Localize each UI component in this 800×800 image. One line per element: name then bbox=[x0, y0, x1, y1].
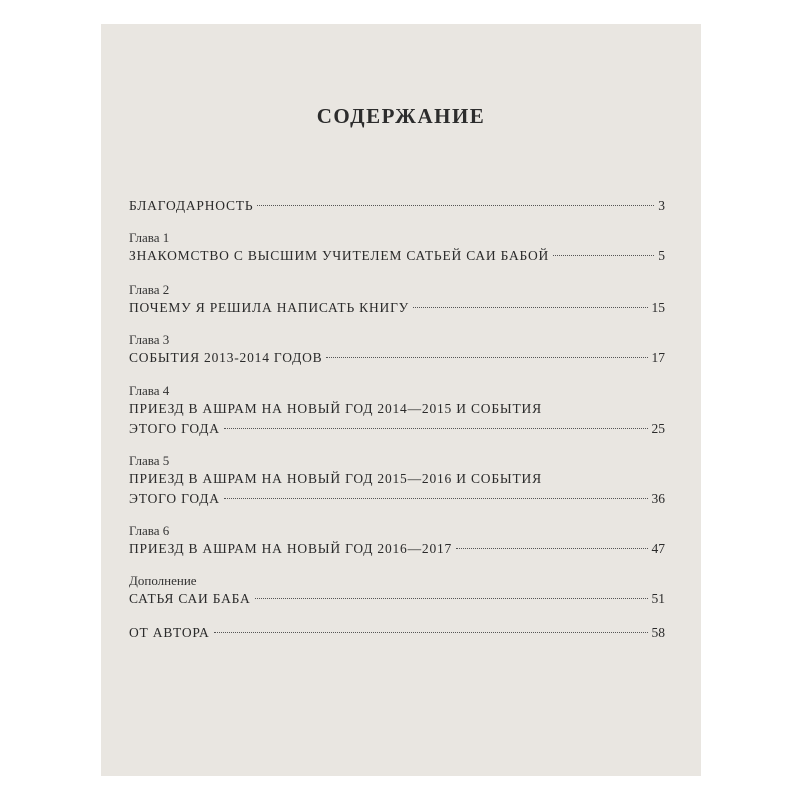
dot-leader bbox=[224, 498, 648, 499]
chapter-label: Глава 6 bbox=[129, 523, 170, 538]
toc-page-number: 3 bbox=[658, 198, 665, 213]
toc-row bbox=[129, 298, 665, 318]
dot-leader bbox=[224, 428, 648, 429]
toc-entry-title: ЗНАКОМСТВО С ВЫСШИМ УЧИТЕЛЕМ САТЬЕЙ САИ БАБОЙ bbox=[129, 248, 550, 263]
toc-entry-title: ЭТОГО ГОДА bbox=[129, 491, 220, 506]
toc-row bbox=[129, 539, 665, 559]
toc-page-number: 5 bbox=[658, 248, 665, 263]
toc-entry-title: СОБЫТИЯ 2013-2014 ГОДОВ bbox=[129, 350, 323, 365]
page-title: СОДЕРЖАНИЕ bbox=[316, 104, 486, 128]
toc-row bbox=[129, 489, 665, 509]
toc-page-number: 17 bbox=[651, 350, 665, 365]
table-of-contents bbox=[129, 196, 665, 659]
toc-entry-chapter-4 bbox=[129, 383, 665, 439]
toc-row bbox=[129, 246, 665, 266]
toc-page-number: 36 bbox=[651, 491, 665, 506]
toc-entry-chapter-6 bbox=[129, 523, 665, 559]
toc-page-number: 51 bbox=[651, 591, 665, 606]
toc-entry-appendix bbox=[129, 573, 665, 609]
dot-leader bbox=[413, 307, 647, 308]
toc-entry-title-line: ПРИЕЗД В АШРАМ НА НОВЫЙ ГОД 2015—2016 И СОБЫТИЯ bbox=[129, 471, 542, 486]
chapter-label: Глава 5 bbox=[129, 453, 170, 468]
dot-leader bbox=[553, 255, 654, 256]
chapter-label: Глава 2 bbox=[129, 282, 170, 297]
toc-row bbox=[129, 623, 665, 643]
toc-page-number: 15 bbox=[651, 300, 665, 315]
toc-entry-title: БЛАГОДАРНОСТЬ bbox=[129, 198, 254, 213]
toc-row bbox=[129, 419, 665, 439]
toc-entry-chapter-1 bbox=[129, 230, 665, 266]
toc-page-number: 58 bbox=[651, 625, 665, 640]
toc-entry-title: ЭТОГО ГОДА bbox=[129, 421, 220, 436]
toc-page-number: 25 bbox=[651, 421, 665, 436]
book-page bbox=[101, 24, 701, 776]
dot-leader bbox=[326, 357, 647, 358]
chapter-label: Глава 4 bbox=[129, 383, 170, 398]
toc-entry-chapter-5 bbox=[129, 453, 665, 509]
toc-row bbox=[129, 196, 665, 216]
toc-row bbox=[129, 589, 665, 609]
toc-row bbox=[129, 348, 665, 368]
dot-leader bbox=[257, 205, 654, 206]
dot-leader bbox=[255, 598, 648, 599]
toc-entry-title: ПРИЕЗД В АШРАМ НА НОВЫЙ ГОД 2016—2017 bbox=[129, 541, 453, 556]
toc-entry-title: САТЬЯ САИ БАБА bbox=[129, 591, 251, 606]
toc-entry-title: ПОЧЕМУ Я РЕШИЛА НАПИСАТЬ КНИГУ bbox=[129, 300, 410, 315]
toc-page-number: 47 bbox=[651, 541, 665, 556]
dot-leader bbox=[214, 632, 648, 633]
toc-entry-title: ОТ АВТОРА bbox=[129, 625, 210, 640]
toc-entry-acknowledgements bbox=[129, 196, 665, 216]
chapter-label: Глава 1 bbox=[129, 230, 170, 245]
toc-entry-title-line: ПРИЕЗД В АШРАМ НА НОВЫЙ ГОД 2014—2015 И СОБЫТИЯ bbox=[129, 401, 542, 416]
chapter-label: Дополнение bbox=[129, 573, 197, 588]
chapter-label: Глава 3 bbox=[129, 332, 170, 347]
dot-leader bbox=[456, 548, 647, 549]
toc-entry-from-author bbox=[129, 623, 665, 643]
toc-entry-chapter-3 bbox=[129, 332, 665, 368]
toc-entry-chapter-2 bbox=[129, 282, 665, 318]
